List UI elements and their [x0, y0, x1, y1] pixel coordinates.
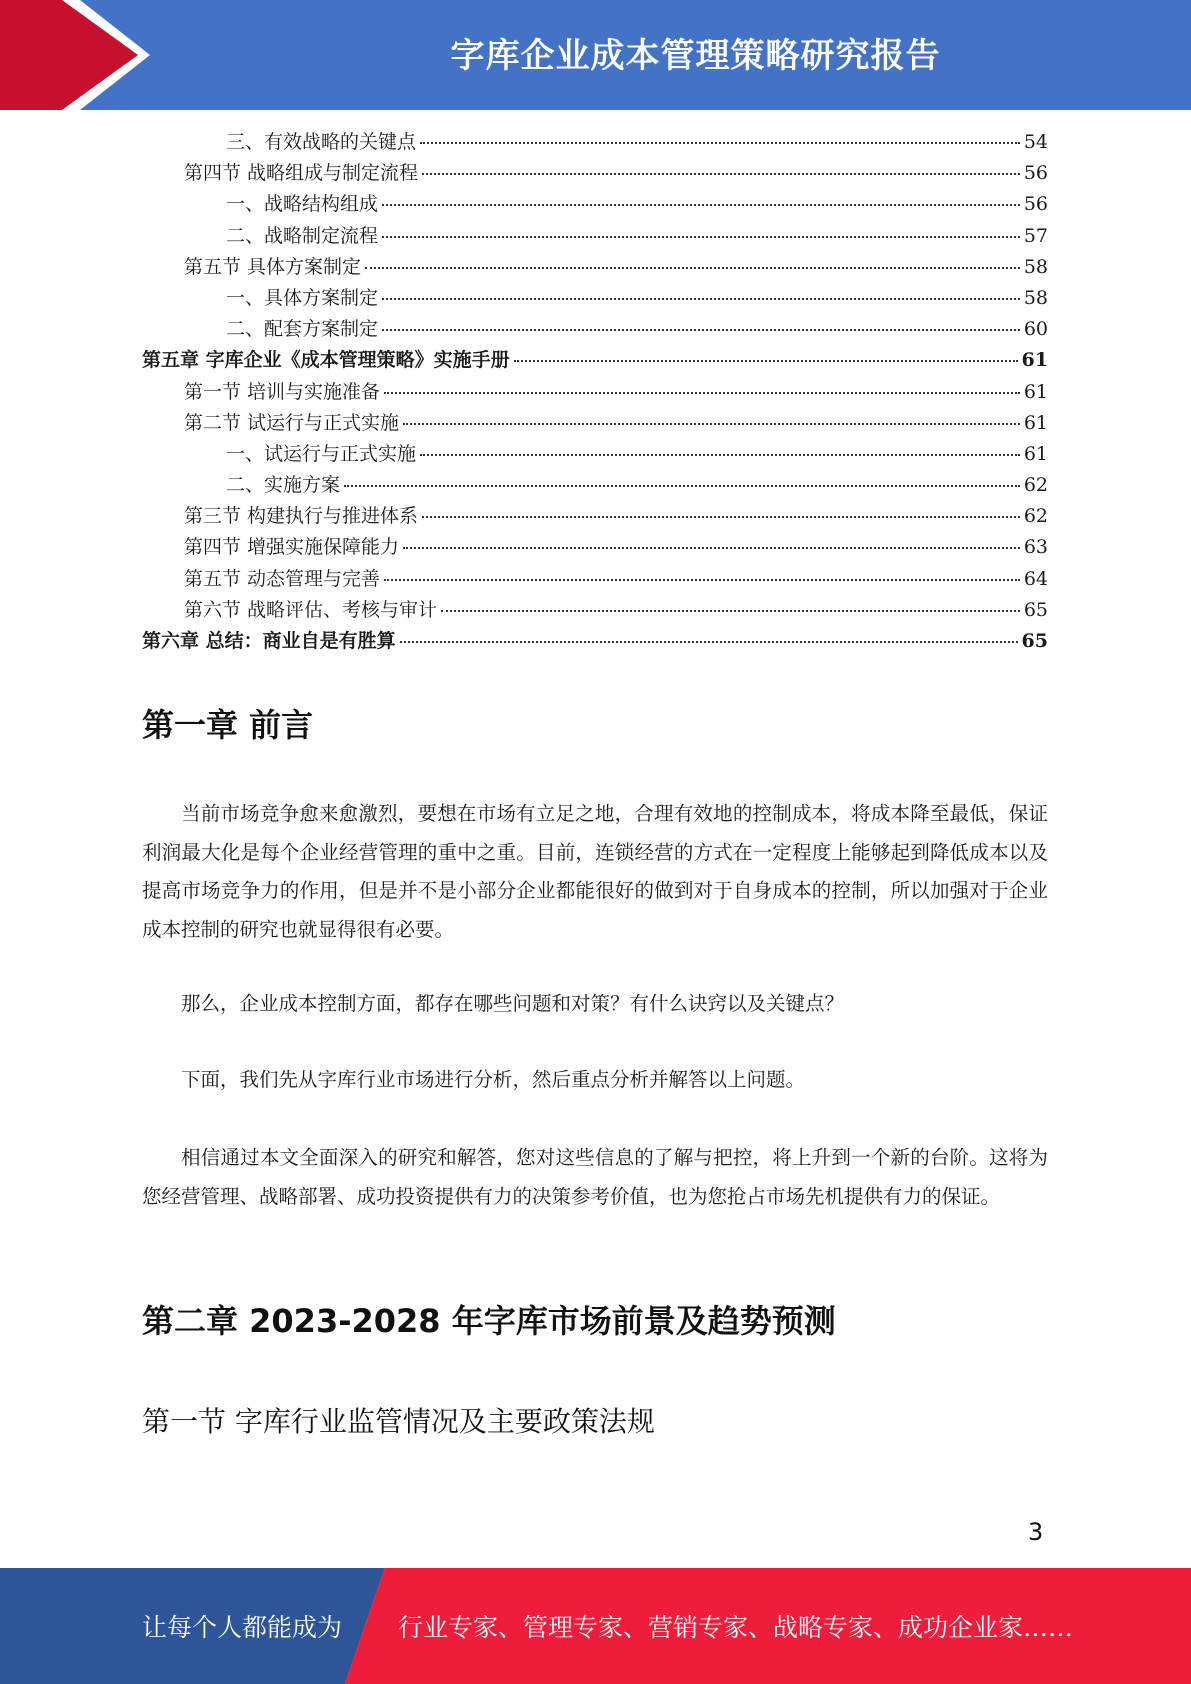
toc-entry-title: 第六章 总结：商业自是有胜算 — [142, 630, 396, 652]
toc-entry-page: 58 — [1023, 286, 1048, 309]
toc-dot-leader — [344, 485, 1020, 487]
toc-entry-title: 二、配套方案制定 — [226, 318, 379, 341]
toc-entry[interactable] — [142, 127, 1048, 158]
toc-dot-leader — [420, 454, 1020, 456]
toc-entry-title: 二、实施方案 — [226, 474, 341, 497]
toc-entry-page: 60 — [1023, 318, 1048, 341]
toc-entry-page: 65 — [1021, 630, 1048, 652]
paragraph-4: 相信通过本文全面深入的研究和解答，您对这些信息的了解与把控，将上升到一个新的台阶。这将为您经营管理、战略部署、成功投资提供有力的决策参考价值，也为您抢占市场先机提供有力的保证。 — [142, 1146, 1048, 1208]
toc-entry[interactable] — [142, 314, 1048, 345]
toc-dot-leader — [384, 579, 1020, 581]
toc-entry[interactable] — [142, 158, 1048, 189]
toc-dot-leader — [400, 641, 1018, 643]
toc-entry[interactable] — [142, 377, 1048, 408]
toc-dot-leader — [382, 204, 1020, 206]
toc-entry[interactable] — [142, 189, 1048, 220]
chapter-1-heading: 第一章 前言 — [142, 706, 314, 744]
toc-entry[interactable] — [142, 283, 1048, 314]
toc-entry-title: 第五章 字库企业《成本管理策略》实施手册 — [142, 349, 510, 372]
toc-dot-leader — [382, 329, 1020, 331]
paragraph-2: 那么，企业成本控制方面，都存在哪些问题和对策？有什么诀窍以及关键点？ — [181, 992, 845, 1015]
toc-dot-leader — [365, 267, 1020, 269]
toc-entry-title: 三、有效战略的关键点 — [226, 131, 417, 153]
toc-entry-title: 第二节 试运行与正式实施 — [184, 411, 400, 434]
table-of-contents — [142, 127, 1048, 657]
toc-entry-page: 61 — [1023, 380, 1048, 403]
toc-entry[interactable] — [142, 252, 1048, 283]
toc-entry-page: 61 — [1021, 349, 1048, 372]
toc-entry-page: 58 — [1023, 255, 1048, 278]
toc-entry-title: 第一节 培训与实施准备 — [184, 380, 381, 403]
toc-entry-page: 65 — [1023, 598, 1048, 621]
footer-slogan-left: 让每个人都能成为 — [142, 1613, 343, 1642]
toc-entry-title: 一、具体方案制定 — [226, 286, 379, 309]
toc-entry-page: 62 — [1023, 474, 1048, 497]
toc-entry-title: 二、战略制定流程 — [226, 224, 379, 247]
toc-entry[interactable] — [142, 408, 1048, 439]
toc-entry-page: 56 — [1023, 193, 1048, 216]
toc-entry-title: 一、试运行与正式实施 — [226, 442, 417, 465]
toc-entry-title: 第三节 构建执行与推进体系 — [184, 505, 419, 528]
toc-entry[interactable] — [142, 626, 1048, 657]
toc-dot-leader — [422, 516, 1020, 518]
toc-entry-title: 第五节 具体方案制定 — [184, 255, 362, 278]
toc-entry[interactable] — [142, 221, 1048, 252]
toc-dot-leader — [384, 392, 1020, 394]
toc-entry-page: 56 — [1023, 162, 1048, 185]
toc-dot-leader — [382, 298, 1020, 300]
chapter-2-heading: 第二章 2023-2028 年字库市场前景及趋势预测 — [142, 1302, 836, 1340]
toc-entry[interactable] — [142, 439, 1048, 470]
toc-dot-leader — [403, 423, 1020, 425]
toc-entry[interactable] — [142, 564, 1048, 595]
paragraph-1: 当前市场竞争愈来愈激烈，要想在市场有立足之地，合理有效地的控制成本，将成本降至最低，保证利润最大化是每个企业经营管理的重中之重。目前，连锁经营的方式在一定程度上能够起到降低成本以及提高市场竞争力的作用，但是并不是小部分企业都能很好的做到对于自身成本的控制，所以加强对于企业成本控制的研究也就显得很有必要。 — [142, 802, 1048, 941]
toc-entry-page: 54 — [1023, 131, 1048, 153]
toc-entry-title: 第四节 增强实施保障能力 — [184, 536, 400, 559]
toc-entry-page: 63 — [1023, 536, 1048, 559]
toc-entry[interactable] — [142, 595, 1048, 626]
toc-entry[interactable] — [142, 345, 1048, 376]
toc-dot-leader — [514, 360, 1018, 362]
toc-entry[interactable] — [142, 470, 1048, 501]
toc-entry-title: 第四节 战略组成与制定流程 — [184, 162, 419, 185]
page-header — [0, 0, 1191, 110]
toc-dot-leader — [422, 173, 1020, 175]
header-arrow-decoration — [0, 0, 160, 110]
toc-dot-leader — [403, 547, 1020, 549]
footer-slogan-right: 行业专家、管理专家、营销专家、战略专家、成功企业家…… — [398, 1613, 1074, 1642]
toc-dot-leader — [420, 142, 1020, 144]
toc-entry-page: 62 — [1023, 505, 1048, 528]
toc-entry-title: 第五节 动态管理与完善 — [184, 567, 381, 590]
toc-entry-page: 61 — [1023, 411, 1048, 434]
toc-dot-leader — [382, 236, 1020, 238]
toc-dot-leader — [441, 610, 1020, 612]
toc-entry-page: 57 — [1023, 224, 1048, 247]
toc-entry-title: 第六节 战略评估、考核与审计 — [184, 598, 438, 621]
toc-entry[interactable] — [142, 501, 1048, 532]
section-1-heading: 第一节 字库行业监管情况及主要政策法规 — [142, 1405, 655, 1438]
toc-entry-page: 64 — [1023, 567, 1048, 590]
toc-entry[interactable] — [142, 532, 1048, 563]
report-title: 字库企业成本管理策略研究报告 — [450, 36, 941, 76]
page-footer — [0, 1568, 1191, 1684]
paragraph-3: 下面，我们先从字库行业市场进行分析，然后重点分析并解答以上问题。 — [181, 1068, 806, 1091]
toc-entry-title: 一、战略结构组成 — [226, 193, 379, 216]
page-number: 3 — [1028, 1518, 1044, 1546]
toc-entry-page: 61 — [1023, 442, 1048, 465]
